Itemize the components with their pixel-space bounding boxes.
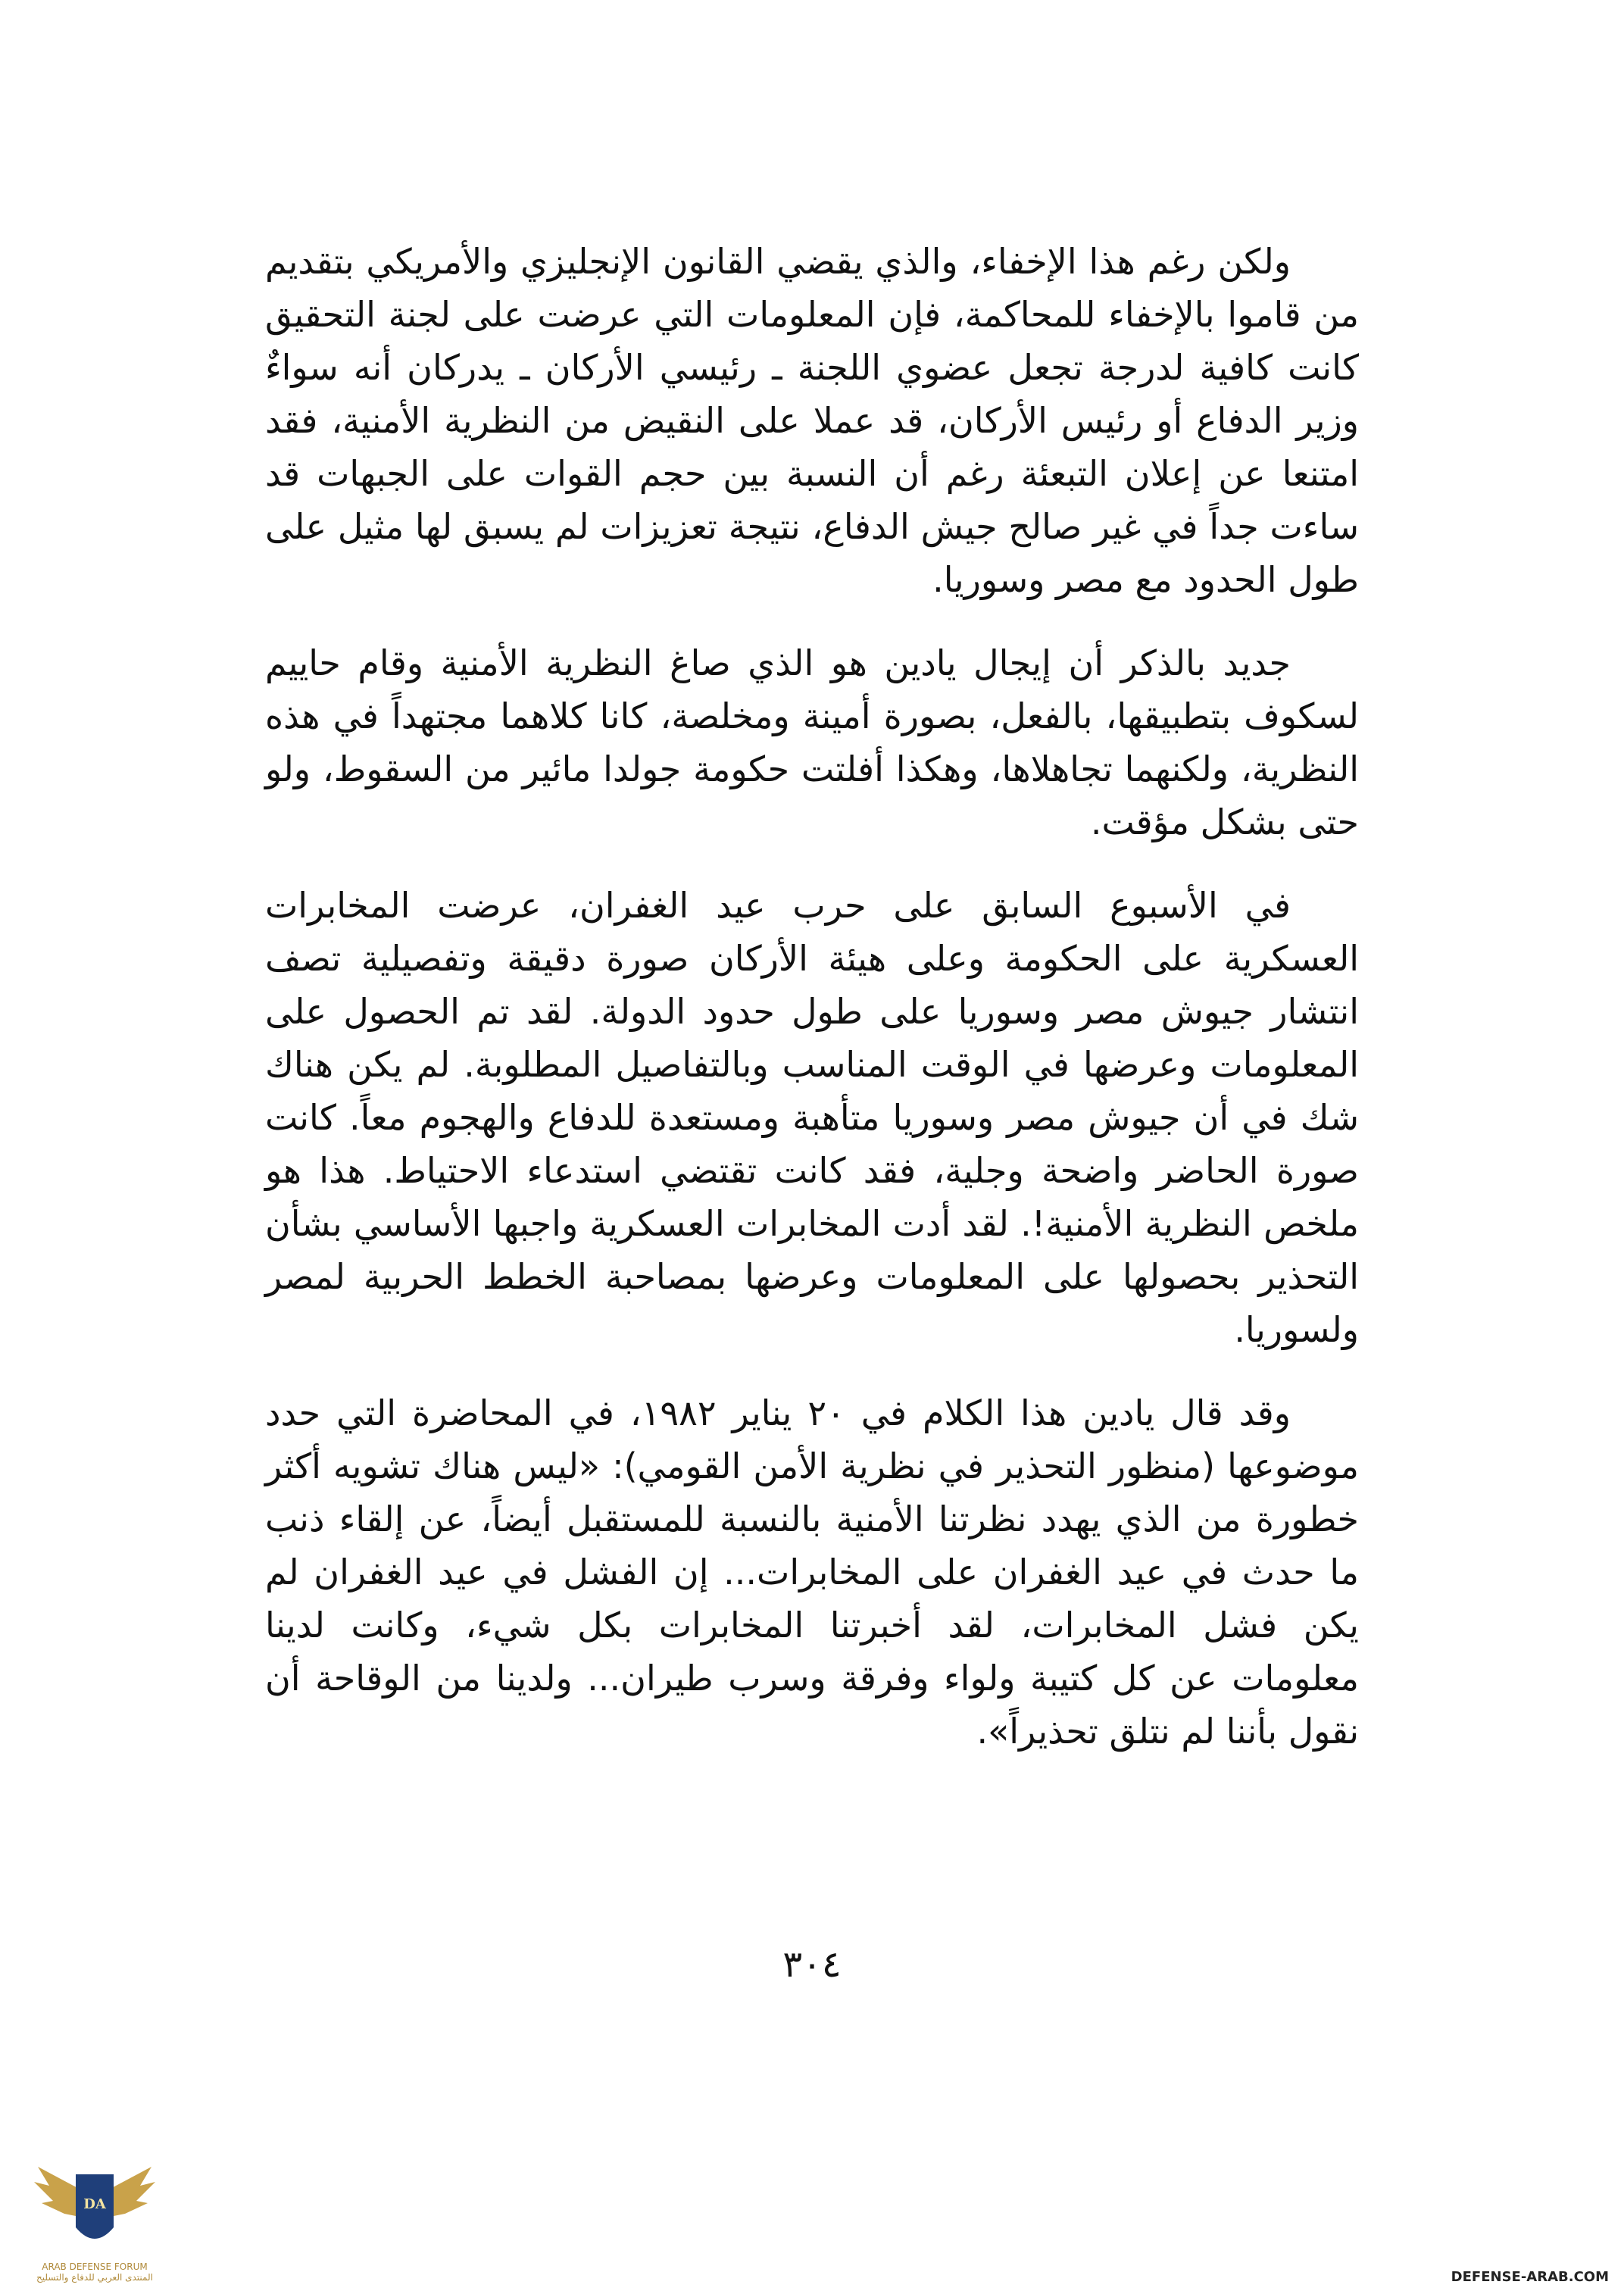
paragraph-3: في الأسبوع السابق على حرب عيد الغفران، عرضت المخابرات العسكرية على الحكومة وعلى هيئة الأركان صورة دقيقة وتفصيلية تصف انتشار جيوش مصر وسوريا على طول حدود الدولة. لقد تم الحصول على المعلومات وعرضها في الوقت المناسب وبالتفاصيل المطلوبة. لم يكن هناك شك في أن جيوش مصر وسوريا متأهبة ومستعدة للدفاع والهجوم معاً. كانت صورة الحاضر واضحة وجلية، فقد كانت تقتضي استدعاء الاحتياط. هذا هو ملخص النظرية الأمنية!. لقد أدت المخابرات العسكرية واجبها الأساسي بشأن التحذير بحصولها على المعلومات وعرضها بمصاحبة الخطط الحربية لمصر ولسوريا. bbox=[265, 885, 1359, 1350]
logo-monogram: DA bbox=[83, 2196, 106, 2212]
site-watermark: DEFENSE-ARAB.COM bbox=[1451, 2269, 1609, 2285]
body-text bbox=[265, 235, 1359, 1788]
logo-caption bbox=[15, 2261, 174, 2283]
forum-name-ar: المنتدى العربي للدفاع والتسليح bbox=[36, 2272, 153, 2283]
paragraph-1: ولكن رغم هذا الإخفاء، والذي يقضي القانون الإنجليزي والأمريكي بتقديم من قاموا بالإخفاء للمحاكمة، فإن المعلومات التي عرضت على لجنة التحقيق كانت كافية لدرجة تجعل عضوي اللجنة ـ رئيسي الأركان ـ يدركان أنه سواءٌ وزير الدفاع أو رئيس الأركان، قد عملا على النقيض من النظرية الأمنية، فقد امتنعا عن إعلان التبعئة رغم أن النسبة بين حجم القوات على الجبهات قد ساءت جداً في غير صالح جيش الدفاع، نتيجة تعزيزات لم يسبق لها مثيل على طول الحدود مع مصر وسوريا. bbox=[265, 241, 1359, 600]
paragraph-2: جديد بالذكر أن إيجال يادين هو الذي صاغ النظرية الأمنية وقام حاييم لسكوف بتطبيقها، بالفعل، بصورة أمينة ومخلصة، كانا كلاهما مجتهداً في هذه النظرية، ولكنهما تجاهلاها، وهكذا أفلتت حكومة جولدا مائير من السقوط، ولو حتى بشكل مؤقت. bbox=[265, 642, 1359, 842]
page-number: ٣٠٤ bbox=[782, 1943, 842, 1986]
forum-name-en: ARAB DEFENSE FORUM bbox=[42, 2261, 148, 2272]
forum-logo-icon bbox=[30, 2144, 159, 2280]
paragraph-4: وقد قال يادين هذا الكلام في ٢٠ يناير ١٩٨٢، في المحاضرة التي حدد موضوعها (منظور التحذير في نظرية الأمن القومي): «ليس هناك تشويه أكثر خطورة من الذي يهدد نظرتنا الأمنية بالنسبة للمستقبل أيضاً، عن إلقاء ذنب ما حدث في عيد الغفران على المخابرات... إن الفشل في عيد الغفران لم يكن فشل المخابرات، لقد أخبرتنا المخابرات بكل شيء، وكانت لدينا معلومات عن كل كتيبة ولواء وفرقة وسرب طيران... ولدينا من الوقاحة أن نقول بأننا لم نتلق تحذيراً». bbox=[265, 1392, 1359, 1752]
